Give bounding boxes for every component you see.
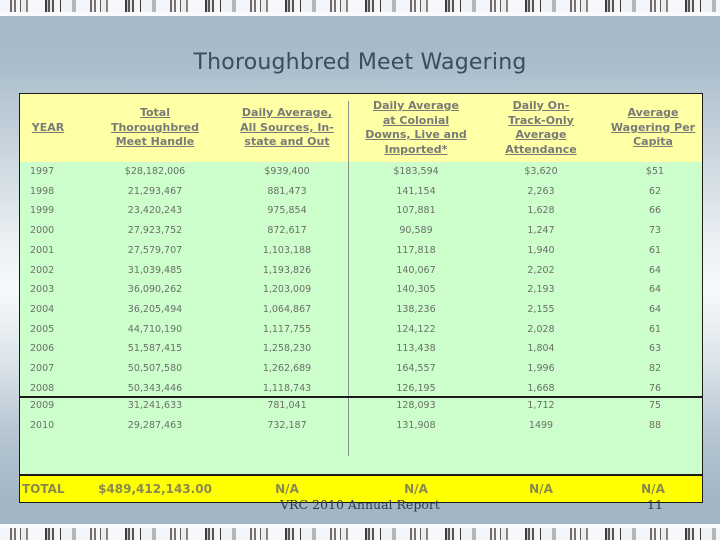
cell-daily-average: 1,117,755 <box>262 323 312 335</box>
cell-daily-average: 781,041 <box>267 400 307 412</box>
header-daily-average-colonial: Daily Average at Colonial Downs, Live and Imported* <box>365 99 467 156</box>
cell-colonial: 128,093 <box>396 400 436 412</box>
cell-colonial: 113,438 <box>396 343 436 355</box>
cell-daily-average: 732,187 <box>267 420 307 432</box>
cell-year: 2002 <box>30 264 55 276</box>
cell-attendance: 1,996 <box>527 363 555 374</box>
cell-year: 2008 <box>30 382 55 394</box>
cell-year: 2009 <box>30 400 55 412</box>
table-row <box>20 261 702 281</box>
cell-year: 2003 <box>30 284 55 296</box>
cell-attendance: 2,202 <box>527 264 555 276</box>
cell-year: 2005 <box>30 323 55 335</box>
cell-daily-average: 872,617 <box>267 225 307 237</box>
cell-attendance: 2,155 <box>527 303 555 315</box>
cell-total-handle: 31,039,485 <box>127 264 183 276</box>
cell-attendance: 1,668 <box>527 382 555 394</box>
cell-attendance: 1,804 <box>527 343 555 355</box>
slide-title: Thoroughbred Meet Wagering <box>193 50 527 75</box>
header-year: YEAR <box>31 120 65 134</box>
cell-daily-average: 881,473 <box>267 185 307 197</box>
cell-colonial: 131,908 <box>396 420 436 432</box>
table-row <box>20 396 702 416</box>
cell-per-capita: $51 <box>645 166 665 177</box>
cell-colonial: 138,236 <box>396 303 436 315</box>
cell-year: 2007 <box>30 363 55 374</box>
cell-daily-average: 975,854 <box>267 205 307 217</box>
cell-daily-average: $939,400 <box>264 166 310 177</box>
cell-colonial: $183,594 <box>393 166 439 177</box>
cell-total-handle: 36,205,494 <box>127 303 183 315</box>
cell-per-capita: 64 <box>648 303 662 315</box>
cell-colonial: 141,154 <box>396 185 436 197</box>
cell-year: 2004 <box>30 303 55 315</box>
total-daily-average: N/A <box>275 482 299 496</box>
cell-per-capita: 63 <box>648 343 662 355</box>
cell-attendance: $3,620 <box>524 166 558 177</box>
cell-daily-average: 1,118,743 <box>262 382 312 394</box>
cell-per-capita: 73 <box>648 225 662 237</box>
cell-colonial: 117,818 <box>396 244 436 256</box>
table-row <box>20 280 702 300</box>
cell-per-capita: 76 <box>648 382 662 394</box>
table-row <box>20 221 702 241</box>
cell-year: 1997 <box>30 166 55 177</box>
cell-total-handle: 23,420,243 <box>127 205 183 217</box>
cell-per-capita: 61 <box>648 244 662 256</box>
table-row <box>20 339 702 359</box>
cell-total-handle: 36,090,262 <box>127 284 183 296</box>
table-row <box>20 320 702 340</box>
cell-per-capita: 75 <box>648 400 662 412</box>
total-per-capita: N/A <box>641 482 665 496</box>
page-number: 11 <box>647 497 663 512</box>
cell-total-handle: $28,182,006 <box>124 166 186 177</box>
cell-colonial: 164,557 <box>396 363 436 374</box>
cell-attendance: 1499 <box>528 420 554 432</box>
wagering-table <box>19 93 703 503</box>
cell-attendance: 1,712 <box>527 400 555 412</box>
table-row <box>20 182 702 202</box>
cell-attendance: 2,193 <box>527 284 555 296</box>
cell-colonial: 124,122 <box>396 323 436 335</box>
cell-colonial: 126,195 <box>396 382 436 394</box>
cell-per-capita: 64 <box>648 284 662 296</box>
cell-per-capita: 88 <box>648 420 662 432</box>
cell-daily-average: 1,064,867 <box>262 303 312 315</box>
cell-colonial: 140,305 <box>396 284 436 296</box>
cell-total-handle: 27,579,707 <box>127 244 183 256</box>
cell-total-handle: 29,287,463 <box>127 420 183 432</box>
table-header <box>20 94 702 162</box>
cell-year: 2010 <box>30 420 55 432</box>
decorative-stripe-bottom <box>0 524 720 540</box>
cell-attendance: 2,028 <box>527 323 555 335</box>
table-row <box>20 201 702 221</box>
cell-year: 1999 <box>30 205 55 217</box>
cell-per-capita: 62 <box>648 185 662 197</box>
cell-year: 2001 <box>30 244 55 256</box>
cell-per-capita: 66 <box>648 205 662 217</box>
header-total-handle: Total Thoroughbred Meet Handle <box>110 106 200 149</box>
cell-daily-average: 1,193,826 <box>262 264 312 276</box>
cell-colonial: 90,589 <box>399 225 433 237</box>
cell-colonial: 140,067 <box>396 264 436 276</box>
table-row <box>20 241 702 261</box>
header-attendance: Daily On- Track-Only Average Attendance <box>505 99 577 156</box>
cell-attendance: 1,628 <box>527 205 555 217</box>
cell-year: 2006 <box>30 343 55 355</box>
cell-total-handle: 50,507,580 <box>127 363 183 374</box>
cell-per-capita: 82 <box>648 363 662 374</box>
cell-year: 1998 <box>30 185 55 197</box>
footer-report-name: VRC 2010 Annual Report <box>280 497 440 512</box>
table-row <box>20 162 702 182</box>
decorative-stripe-top <box>0 0 720 16</box>
total-attendance: N/A <box>529 482 553 496</box>
cell-colonial: 107,881 <box>396 205 436 217</box>
cell-year: 2000 <box>30 225 55 237</box>
cell-total-handle: 31,241,633 <box>127 400 183 412</box>
cell-total-handle: 51,587,415 <box>127 343 183 355</box>
cell-daily-average: 1,258,230 <box>262 343 312 355</box>
total-handle: $489,412,143.00 <box>98 482 212 496</box>
table-row <box>20 416 702 436</box>
cell-total-handle: 50,343,446 <box>127 382 183 394</box>
header-per-capita: Average Wagering Per Capita <box>610 106 696 149</box>
total-label: TOTAL <box>22 482 65 496</box>
cell-total-handle: 44,710,190 <box>127 323 183 335</box>
cell-attendance: 2,263 <box>527 185 555 197</box>
cell-daily-average: 1,103,188 <box>262 244 312 256</box>
cell-per-capita: 64 <box>648 264 662 276</box>
cell-daily-average: 1,203,009 <box>262 284 312 296</box>
header-daily-average-all: Daily Average, All Sources, In- state and Out <box>240 106 334 149</box>
cell-total-handle: 21,293,467 <box>127 185 183 197</box>
cell-total-handle: 27,923,752 <box>127 225 183 237</box>
cell-attendance: 1,940 <box>527 244 555 256</box>
total-colonial: N/A <box>404 482 428 496</box>
table-row <box>20 359 702 379</box>
cell-daily-average: 1,262,689 <box>262 363 312 374</box>
table-row <box>20 300 702 320</box>
cell-attendance: 1,247 <box>527 225 555 237</box>
cell-per-capita: 61 <box>648 323 662 335</box>
